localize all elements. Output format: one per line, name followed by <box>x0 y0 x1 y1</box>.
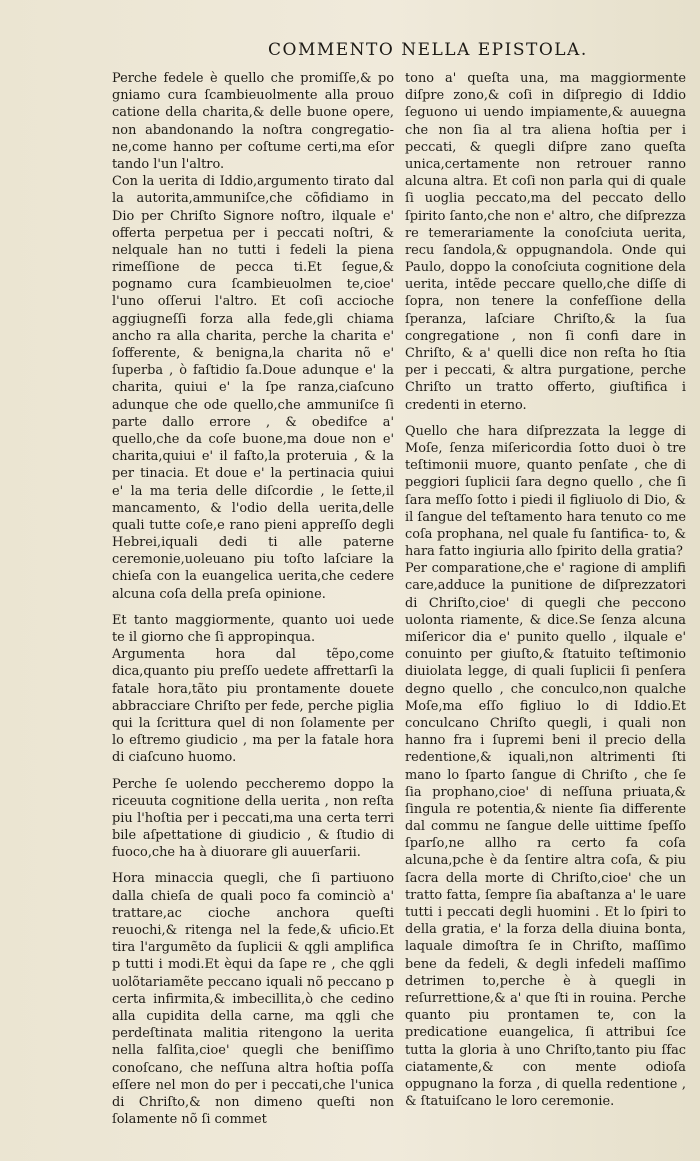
scripture-verse: Et tanto maggiormente, quanto uoi uede te il giorno che ſi appropinqua. <box>112 612 394 645</box>
commentary-paragraph: Argumenta hora dal tẽpo,come dica,quanto piu preſſo uedete affrettarſi la fatale hora,tãto piu prontamente douete abbracciare Chriſto per fede, perche piglia qui la ſcrittura quel di non ſolamente per lo eſtremo giudicio , ma per la fatale hora di ciaſcuno huomo. <box>112 647 394 766</box>
scripture-verse: Perche ſe uolendo peccheremo doppo la riceuuta cognitione della uerita , non reſta piu l'hoſtia per i peccati,ma una certa terri bile aſpettatione di giudicio , & ſtudio di fuoco,che ha à diuorare gli auuerſarii. <box>112 776 394 861</box>
scripture-verse: Quello che hara diſprezzata la legge di Moſe, ſenza miſericordia ſotto duoi ò tre teſtimonii muore, quanto penſate , che di peggiori ſuplicii ſara degno quello , che ſi ſara meſſo ſotto i piedi il figliuolo di Dio, & il ſangue del teſtamento hara tenuto co me coſa prophana, nel quale fu ſantifica- to, & hara fatto ingiuria allo ſpirito della gratia? <box>405 423 686 560</box>
right-text-column <box>405 70 686 1110</box>
commentary-paragraph: Hora minaccia quegli, che ſi partiuono dalla chieſa de quali poco fa cominciò a' trattare,ac cioche anchora queſti reuochi,& ritenga nel la fede,& uficio.Et tira l'argumẽto da ſuplicii & qgli amplifica p tutti i modi.Et èqui da ſape re , che qgli uolõtariamẽte peccano iquali nõ peccano p certa infirmita,& imbecillita,ò che cedino alla cupidita della carne, ma qgli che perdeſtinata malitia ritengono la uerita nella falſita,cioe' quegli che beniſſimo conoſcano, che neſſuna altra hoſtia poſſa eſſere nel mon do per i peccati,che l'unica di Chriſto,& non dimeno queſti non ſolamente nõ ſi commet <box>112 871 394 1128</box>
commentary-paragraph: Con la uerita di Iddio,argumento tirato dal la autorita,ammuniſce,che cõfidiamo in Dio per Chriſto Signore noſtro, ilquale e' offerta perpetua per i peccati noſtri, & nelquale han no tutti i fedeli la piena rimeſſione de pecca ti.Et ſegue,& pognamo cura ſcambieuolmen te,cioe' l'uno oſſerui l'altro. Et coſi accioche aggiugneſſi forza alla fede,gli chiama ancho ra alla charita, perche la charita e' ſofferente, & benigna,la charita nõ e' ſuperba , ò faſtidio ſa.Doue adunque e' la charita, quiui e' la ſpe ranza,ciaſcuno adunque che ode quello,che ammuniſce ſi parte dallo errore , & obedifce a' quello,che da coſe buone,ma doue non e' charita,quiui e' il faſto,la proteruia , & la per tinacia. Et doue e' la pertinacia quiui e' la ma teria delle diſcordie , le ſette,il mancamento, & l'odio della uerita,delle quali tutte coſe,e rano pieni appreſſo degli Hebrei,iquali dedi ti alle paterne ceremonie,uoleuano piu toſto laſciare la chieſa con la euangelica uerita,che cedere alcuna coſa della preſa opinione. <box>112 174 394 602</box>
left-text-column <box>112 70 394 1128</box>
scripture-verse: Perche fedele è quello che promiſſe,& po gniamo cura ſcambieuolmente alla prouo catione della charita,& delle buone opere, non abandonando la noſtra congregatio- ne,come hanno per coſtume certi,ma eſor tando l'un l'altro. <box>112 71 394 172</box>
commentary-paragraph: tono a' queſta una, ma maggiormente diſpre zono,& coſi in diſpregio di Iddio ſeguono ui uendo impiamente,& auuegna che non ſia al tra aliena hoſtia per i peccati, & quegli diſpre zano queſta unica,certamente non retrouer ranno alcuna altra. Et coſi non parla qui di quale ſi uoglia peccato,ma del peccato dello ſpirito ſanto,che non e' altro, che diſprezza re temerariamente la conoſciuta uerita, recu ſandola,& oppugnandola. Onde qui Paulo, doppo la conoſciuta cognitione dela uerita, intẽde peccare quello,che diſſe di ſopra, non tenere la confeſſione della ſperanza, laſciare Chriſto,& la ſua congregatione , non ſi confi dare in Chriſto, & a' quelli dice non reſta ho ſtia per i peccati, & altra purgatione, perche Chriſto un tratto offerto, giuſtifica i credenti in eterno. <box>405 71 686 413</box>
running-header: COMMENTO NELLA EPISTOLA. <box>268 40 588 60</box>
commentary-paragraph: Per comparatione,che e' ragione di amplifi care,adduce la punitione de diſprezzatori di Chriſto,cioe' di quegli che peccono uolonta riamente, & dice.Se ſenza alcuna miſericor dia e' punito quello , ilquale e' conuinto per giuſto,& ſtatuito teſtimonio diuiolata legge, di quali ſuplicii ſi penſera degno quello , che conculco,non qualche Moſe,ma eſſo figliuo lo di Iddio.Et conculcano Chriſto quegli, i quali non hanno fra i ſupremi beni il precio della redentione,& iquali,non altrimenti ſti mano lo ſparto ſangue di Chriſto , che ſe ſia prophano,cioe' di neſſuna priuata,& ſingula re potentia,& niente ſia differente dal commu ne ſangue delle uittime ſpeſſo ſparſo,ne allho ra certo fa coſa alcuna,pche è da ſentire altra coſa, & piu ſacra della morte di Chriſto,cioe' che un tratto fatta, ſempre ſia abaſtanza a' le uare tutti i peccati degli huomini . Et lo ſpiri to della gratia, e' la forza della diuina bonta, laquale dimoſtra ſe in Chriſto, maſſimo bene da fedeli, & degli infedeli maſſimo detrimen to,perche è à quegli in reſurrettione,& a' que ſti in rouina. Perche quanto piu prontamen te, con la predicatione euangelica, ſi attribui ſce tutta la gloria à uno Chriſto,tanto piu ſfac ciatamente,& con mente odioſa oppugnano la forza , di quella redentione , & ſtatuiſcano le loro ceremonie. <box>405 561 686 1110</box>
